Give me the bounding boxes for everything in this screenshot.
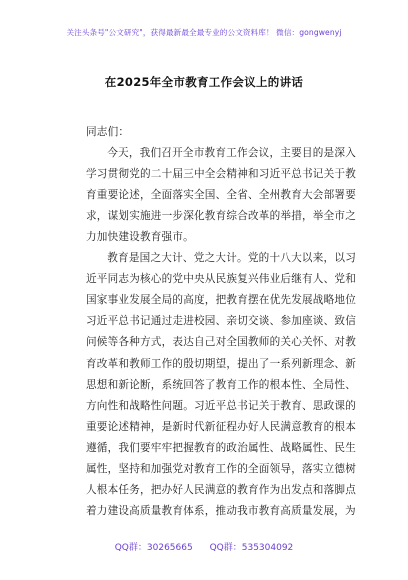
salutation: 同志们： [86,126,130,138]
document-title: 在2025年全市教育工作会议上的讲话 [104,75,304,89]
footer-contact [0,540,408,553]
paragraph-2: 教育是国之大计、党之大计。党的十八大以来，以习近平同志为核心的党中央从民族复兴伟业后继有人、党和国家事业发展全局的高度，把教育摆在优先发展战略地位习近平总书记通过走进校园、亲切交谈、参加座谈、致信问候等各种方式，表达自己对全国教师的关心关怀、对教育改革和教师工作的殷切期望，提出了一系列新理念、新思想和新论断，系统回答了教育工作的根本性、全局性、方向性和战略性问题。习近平总书记关于教育、思政课的重要论述精神，是新时代新征程办好人民满意教育的根本遵循，我们要牢牢把握教育的政治属性、战略属性、民生属性，坚持和加强党对教育工作的全面领导，落实立德树人根本任务，把办好人民满意的教育作为出发点和落脚点着力建设高质量教育体系，推动我市教育高质量发展，为 [86,252,356,517]
qq-group-1: QQ群：30265665 [114,543,193,553]
document-body [86,122,356,522]
qq-group-2: QQ群：535304092 [209,543,294,553]
paragraph-1: 今天，我们召开全市教育工作会议，主要目的是深入学习贯彻党的二十届三中全会精神和习近平总书记关于教育重要论述，全面落实全国、全省、全州教育大会部署要求，谋划实施进一步深化教育综合改革的举措，举全市之力加快建设教育强市。 [86,147,356,244]
header-banner: 关注头条号"公文研究"，获得最新最全最专业的公文资料库！ 微信：gongwenyj [66,28,342,37]
